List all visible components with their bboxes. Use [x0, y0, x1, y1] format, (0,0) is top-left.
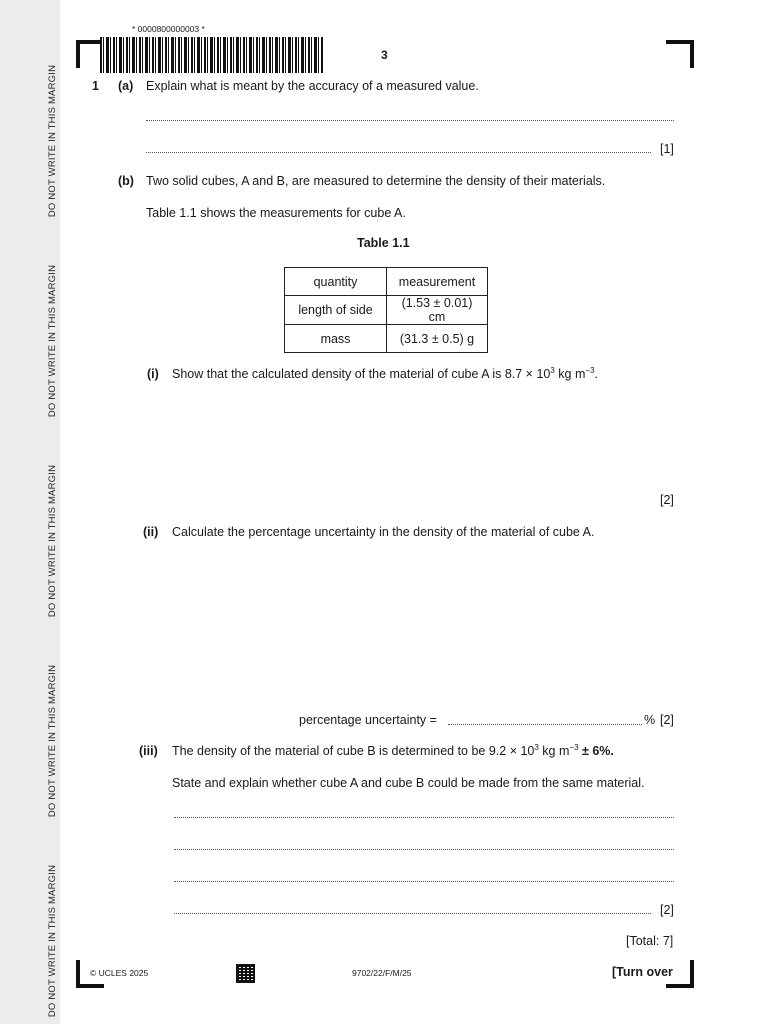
qr-code	[236, 964, 255, 983]
part-a-marks: [1]	[660, 142, 674, 156]
table-header-row	[285, 268, 488, 296]
page-number: 3	[381, 48, 388, 62]
margin-warning: DO NOT WRITE IN THIS MARGIN	[47, 64, 58, 218]
table-header: measurement	[387, 268, 488, 296]
turn-over: [Turn over	[612, 965, 673, 979]
part-ii-label: (ii)	[143, 525, 159, 539]
table-header: quantity	[285, 268, 387, 296]
answer-line[interactable]	[174, 817, 674, 818]
total-marks: [Total: 7]	[626, 934, 674, 948]
part-b-question: Two solid cubes, A and B, are measured to determine the density of their materials.	[146, 174, 606, 188]
part-ii-question: Calculate the percentage uncertainty in the density of the material of cube A.	[172, 525, 595, 539]
answer-line[interactable]	[174, 913, 651, 914]
table-cell: length of side	[285, 296, 387, 325]
answer-line[interactable]	[146, 152, 651, 153]
table-title: Table 1.1	[357, 236, 410, 250]
answer-label: percentage uncertainty =	[299, 713, 437, 727]
part-iii-question: The density of the material of cube B is determined to be $9.2 \times 10^3$ kg $m^{-3} \pm 6\%$.	[172, 742, 614, 758]
margin-warning: DO NOT WRITE IN THIS MARGIN	[47, 664, 58, 818]
table-row	[285, 296, 488, 325]
copyright: © UCLES 2025	[90, 968, 149, 978]
measurement-table	[284, 267, 488, 353]
margin-warning: DO NOT WRITE IN THIS MARGIN	[47, 464, 58, 618]
part-iii-instruction: State and explain whether cube A and cube B could be made from the same material.	[172, 776, 645, 790]
corner-mark-top-right	[666, 40, 694, 68]
table-cell: mass	[285, 325, 387, 353]
part-iii-label: (iii)	[139, 744, 158, 758]
table-row	[285, 325, 488, 353]
answer-line[interactable]	[448, 724, 642, 725]
paper-code: 9702/22/F/M/25	[352, 968, 412, 978]
answer-line[interactable]	[174, 881, 674, 882]
answer-unit: %	[644, 713, 656, 727]
barcode-image	[100, 37, 324, 73]
answer-line[interactable]	[174, 849, 674, 850]
part-iii-marks: [2]	[660, 903, 674, 917]
part-i-question: Show that the calculated density of the material of cube A is $8.7 \times 10^3$ kg $m^{-3}$.	[172, 365, 598, 381]
part-a-question: Explain what is meant by the accuracy of a measured value.	[146, 79, 479, 93]
part-b-label: (b)	[118, 174, 134, 188]
part-i-label: (i)	[147, 367, 159, 381]
part-i-marks: [2]	[660, 493, 674, 507]
table-cell: (31.3 ± 0.5) g	[387, 325, 488, 353]
question-number: 1	[92, 79, 99, 93]
answer-line[interactable]	[146, 120, 674, 121]
margin-warning: DO NOT WRITE IN THIS MARGIN	[47, 864, 58, 1018]
barcode-number: * 0000800000003 *	[132, 24, 205, 34]
part-ii-marks: [2]	[660, 713, 674, 727]
margin-strip	[0, 0, 60, 1024]
table-cell: (1.53 ± 0.01) cm	[387, 296, 488, 325]
margin-warning: DO NOT WRITE IN THIS MARGIN	[47, 264, 58, 418]
table-intro: Table 1.1 shows the measurements for cube A.	[146, 206, 406, 220]
part-a-label: (a)	[118, 79, 134, 93]
